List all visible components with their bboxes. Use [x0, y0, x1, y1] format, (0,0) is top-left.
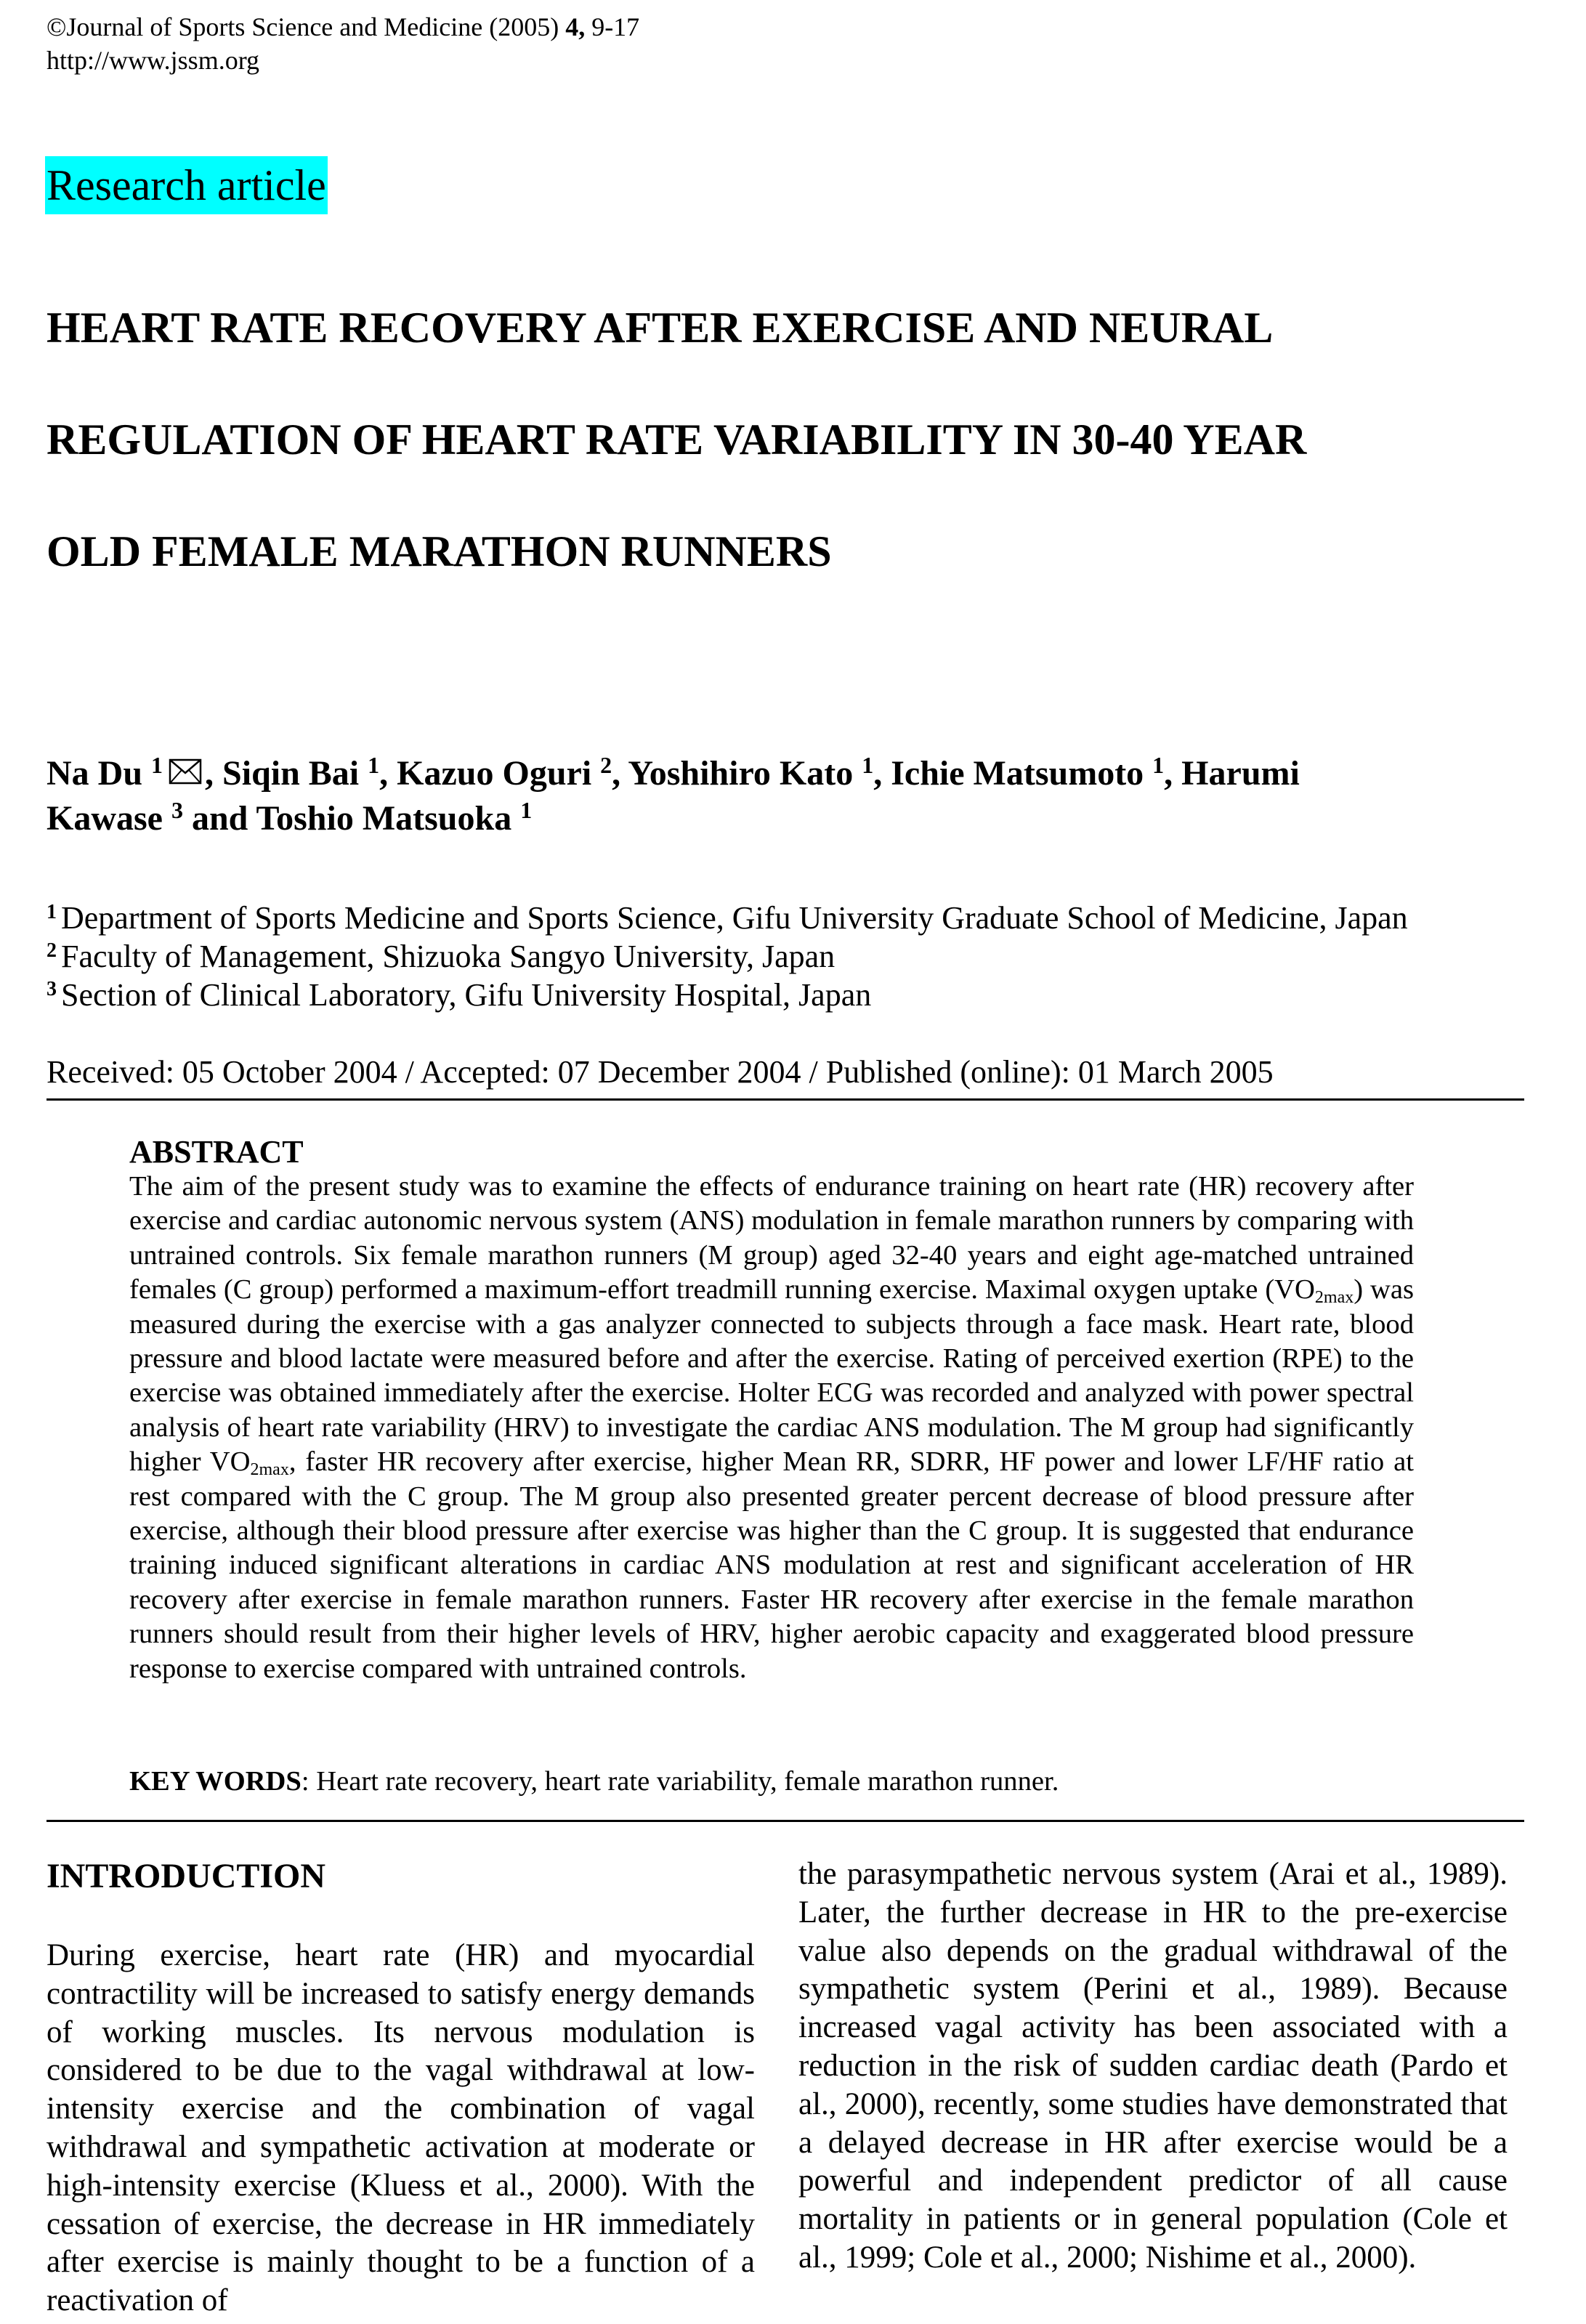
author-affiliation-mark: 1: [151, 752, 163, 778]
author-affiliation-mark: 1: [862, 752, 874, 778]
subscript: 2max: [250, 1460, 289, 1480]
journal-header: [46, 10, 639, 77]
affiliation-text: Section of Clinical Laboratory, Gifu University Hospital, Japan: [61, 977, 872, 1013]
author-name: , Harumi: [1164, 754, 1300, 793]
author-list: [46, 751, 1543, 841]
divider: [46, 1098, 1524, 1101]
author-name: Na Du: [46, 754, 143, 793]
article-type-label: Research article: [45, 156, 328, 214]
author-affiliation-mark: 1: [1152, 752, 1165, 778]
keywords-text: : Heart rate recovery, heart rate variability, female marathon runner.: [301, 1766, 1059, 1797]
title-line-3: OLD FEMALE MARATHON RUNNERS: [46, 527, 832, 575]
author-affiliation-mark: 1: [368, 752, 380, 778]
subscript: 2max: [1314, 1288, 1354, 1308]
affiliation-3: [46, 976, 871, 1014]
author-name: , Ichie Matsumoto: [873, 754, 1144, 793]
author-affiliation-mark: 2: [600, 752, 612, 778]
author-name: and Toshio Matsuoka: [182, 799, 512, 838]
author-name: , Yoshihiro Kato: [612, 754, 854, 793]
author-line-1: [46, 751, 1543, 796]
author-line-2: [46, 796, 1543, 841]
affiliation-number: 1: [46, 901, 57, 923]
author-name: , Kazuo Oguri: [379, 754, 592, 793]
journal-url[interactable]: http://www.jssm.org: [46, 46, 260, 75]
publication-dates: Received: 05 October 2004 / Accepted: 07 December 2004 / Published (online): 01 March 2005: [46, 1054, 1274, 1090]
abstract-part: , faster HR recovery after exercise, higher Mean RR, SDRR, HF power and lower LF/HF ratio at rest compared with the C group. The M group also presented greater percent decrease of blood pressure after exercise, although their blood pressure after exercise was higher than the C group. It is suggested that endurance training induced significant alterations in cardiac ANS modulation at rest and significant acceleration of HR recovery after exercise in female marathon runners. Faster HR recovery after exercise in the female marathon runners should result from their higher levels of HRV, higher aerobic capacity and exaggerated blood pressure response to exercise compared with untrained controls.: [129, 1446, 1414, 1684]
keywords-label: KEY WORDS: [129, 1766, 302, 1797]
journal-pages: 9-17: [585, 12, 640, 41]
affiliation-text: Department of Sports Medicine and Sports Science, Gifu University Graduate School of Medicine, Japan: [61, 900, 1408, 936]
affiliation-number: 3: [46, 978, 57, 1000]
affiliation-2: [46, 937, 835, 976]
introduction-right-column: the parasympathetic nervous system (Arai et al., 1989). Later, the further decrease in HR to the pre-exercise value also depends on the gradual withdrawal of the sympathetic system (Perini et al., 1989). Because increased vagal activity has been associated with a reduction in the risk of sudden cardiac death (Pardo et al., 2000), recently, some studies have demonstrated that a delayed decrease in HR after exercise would be a powerful and independent predictor of all cause mortality in patients or in general population (Cole et al., 1999; Cole et al., 2000; Nishime et al., 2000).: [798, 1857, 1508, 2275]
journal-volume: 4,: [565, 12, 586, 41]
title-line-1: HEART RATE RECOVERY AFTER EXERCISE AND NEURAL: [46, 304, 1274, 352]
affiliation-number: 2: [46, 939, 57, 962]
affiliation-text: Faculty of Management, Shizuoka Sangyo University, Japan: [61, 939, 836, 974]
affiliation-1: [46, 899, 1408, 937]
abstract-part: ) was measured during the exercise with a gas analyzer connected to subjects through a face mask. Heart rate, blood pressure and blood lactate were measured before and after the exercise. Rating of perceived exertion (RPE) to the exercise was obtained immediately after the exercise. Holter ECG was recorded and analyzed with power spectral analysis of heart rate variability (HRV) to investigate the cardiac ANS modulation. The M group had significantly higher VO: [129, 1274, 1414, 1478]
envelope-icon[interactable]: [169, 751, 202, 777]
introduction-left-column: During exercise, heart rate (HR) and myocardial contractility will be increased to satisfy energy demands of working muscles. Its nervous modulation is considered to be due to the vagal withdrawal at low-intensity exercise and the combination of vagal withdrawal and sympathetic activation at moderate or high-intensity exercise (Kluess et al., 2000). With the cessation of exercise, the decrease in HR immediately after exercise is mainly thought to be a function of a reactivation of: [46, 1938, 755, 2318]
abstract-text: [129, 1170, 1414, 1686]
journal-citation: [46, 10, 639, 44]
divider: [46, 1820, 1524, 1822]
keywords: [129, 1763, 1059, 1799]
abstract-part: The aim of the present study was to examine the effects of endurance training on heart rate (HR) recovery after exercise and cardiac autonomic nervous system (ANS) modulation in female marathon runners by comparing with untrained controls. Six female marathon runners (M group) aged 32-40 years and eight age-matched untrained females (C group) performed a maximum-effort treadmill running exercise. Maximal oxygen uptake (VO: [129, 1171, 1414, 1305]
abstract-heading: ABSTRACT: [129, 1134, 304, 1170]
author-name: , Siqin Bai: [205, 754, 360, 793]
author-affiliation-mark: 3: [171, 797, 183, 823]
journal-name: ©Journal of Sports Science and Medicine (2005): [46, 12, 566, 41]
author-name: Kawase: [46, 799, 163, 838]
author-affiliation-mark: 1: [520, 797, 533, 823]
introduction-heading: INTRODUCTION: [46, 1857, 326, 1895]
title-line-2: REGULATION OF HEART RATE VARIABILITY IN 30-40 YEAR: [46, 416, 1307, 463]
